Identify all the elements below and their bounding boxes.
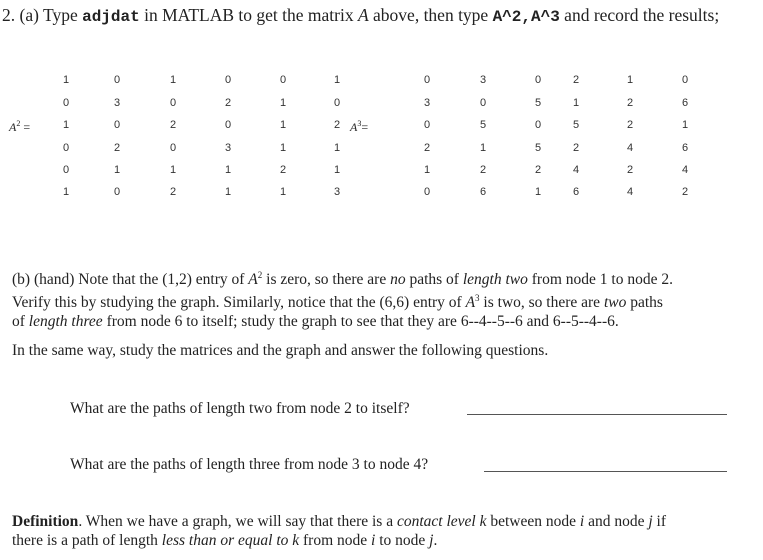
- matrix-cell: 0: [113, 186, 121, 198]
- emph: two: [603, 294, 627, 312]
- question-heading: [2, 5, 719, 26]
- matrix-cell: 0: [681, 74, 689, 86]
- heading-text: in MATLAB to get the matrix: [139, 5, 358, 25]
- matrix-cell: 1: [333, 164, 341, 176]
- matrix-cell: 1: [626, 74, 634, 86]
- matrix-cell: 5: [534, 97, 542, 109]
- matrix-cell: 2: [224, 97, 232, 109]
- matrix-cell: 1: [169, 74, 177, 86]
- text: there is a path of length: [12, 532, 162, 549]
- text: from node: [299, 532, 372, 549]
- text: is two, so there are: [479, 294, 604, 312]
- question-2: What are the paths of length three from node 3 to node 4?: [70, 456, 429, 473]
- emph: contact level k: [396, 513, 487, 530]
- matrix-cell: 1: [534, 186, 542, 198]
- matrix-cell: 2: [113, 142, 121, 154]
- instruction-text: In the same way, study the matrices and the graph and answer the following questions.: [12, 342, 549, 359]
- part-b-line-1: [12, 266, 752, 289]
- matrix-cell: 0: [62, 142, 70, 154]
- matrix-cell: 4: [572, 164, 580, 176]
- matrix-cell: 2: [681, 186, 689, 198]
- matrix-cell: 5: [479, 119, 487, 131]
- matrix-cell: 0: [113, 119, 121, 131]
- matrix-cell: 0: [169, 142, 177, 154]
- definition-label: Definition: [12, 513, 79, 530]
- emph: no: [390, 271, 406, 289]
- definition-paragraph: [12, 512, 752, 550]
- code-powers: A^2,A^3: [492, 8, 560, 26]
- matrix-cell: 0: [534, 74, 542, 86]
- a3-label-var: A: [350, 120, 358, 134]
- matrix-cell: 2: [534, 164, 542, 176]
- matrix-cell: 2: [333, 119, 341, 131]
- math-var: A: [465, 294, 476, 312]
- math-var: j: [429, 532, 434, 549]
- matrix-cell: 0: [169, 97, 177, 109]
- text: if: [652, 513, 666, 530]
- matrix-cell: 1: [62, 119, 70, 131]
- matrix-cell: 5: [572, 119, 580, 131]
- definition-line-2: [12, 531, 752, 550]
- matrix-cell: 0: [62, 97, 70, 109]
- matrix-cell: 2: [626, 97, 634, 109]
- matrix-cell: 0: [479, 97, 487, 109]
- answer-blank-1[interactable]: [467, 414, 727, 415]
- matrix-cell: 2: [169, 119, 177, 131]
- text: paths: [626, 294, 663, 312]
- matrix-cell: 2: [572, 74, 580, 86]
- matrix-cell: 1: [333, 142, 341, 154]
- matrix-cell: 1: [279, 97, 287, 109]
- matrix-cell: 1: [333, 74, 341, 86]
- math-sup: 2: [257, 270, 263, 280]
- part-b-paragraph: [12, 266, 752, 331]
- emph: length three: [28, 313, 103, 331]
- matrix-cell: 0: [279, 74, 287, 86]
- a3-label: [350, 119, 368, 135]
- matrix-cell: 4: [681, 164, 689, 176]
- matrix-cell: 1: [279, 142, 287, 154]
- matrix-cell: 2: [626, 164, 634, 176]
- text: Verify this by studying the graph. Similarly, notice that the (6,6) entry of: [12, 294, 466, 312]
- matrix-cell: 0: [113, 74, 121, 86]
- matrix-cell: 3: [333, 186, 341, 198]
- matrix-cell: 0: [333, 97, 341, 109]
- text: paths of: [405, 271, 463, 289]
- matrix-cell: 3: [423, 97, 431, 109]
- text: is zero, so there are: [262, 271, 391, 289]
- matrix-cell: 4: [626, 186, 634, 198]
- matrix-cell: 2: [626, 119, 634, 131]
- matrix-cell: 0: [224, 119, 232, 131]
- matrix-cell: 1: [62, 74, 70, 86]
- matrix-cell: 1: [279, 186, 287, 198]
- matrix-cell: 1: [279, 119, 287, 131]
- math-sup: 3: [475, 293, 480, 304]
- matrix-variable: A: [357, 5, 369, 25]
- matrix-cell: 0: [423, 119, 431, 131]
- heading-text: and record the results;: [559, 5, 720, 25]
- matrix-cell: 0: [224, 74, 232, 86]
- matrix-cell: 1: [681, 119, 689, 131]
- code-adjdat: adjdat: [82, 8, 140, 26]
- a2-label-eq: =: [20, 120, 31, 134]
- matrix-cell: 0: [534, 119, 542, 131]
- matrix-cell: 1: [479, 142, 487, 154]
- matrix-cell: 6: [572, 186, 580, 198]
- math-var: A: [248, 271, 258, 289]
- matrix-cell: 6: [681, 142, 689, 154]
- matrix-cell: 1: [423, 164, 431, 176]
- definition-line-1: [12, 512, 752, 531]
- question-1: What are the paths of length two from node 2 to itself?: [70, 400, 410, 417]
- matrix-cell: 3: [113, 97, 121, 109]
- text: (b) (hand) Note that the (1,2) entry of: [12, 271, 249, 289]
- matrix-cell: 2: [479, 164, 487, 176]
- part-b-line-2: [12, 289, 752, 312]
- text: .: [433, 532, 438, 549]
- part-b-line-3: [12, 312, 752, 331]
- a2-label: [9, 119, 30, 135]
- a2-label-var: A: [9, 120, 17, 134]
- text: from node 1 to node 2.: [527, 271, 673, 289]
- text: of: [12, 313, 29, 331]
- matrix-cell: 1: [113, 164, 121, 176]
- emph: less than or equal to k: [161, 532, 300, 549]
- matrix-cell: 1: [62, 186, 70, 198]
- text: and node: [584, 513, 649, 530]
- math-var: i: [579, 513, 585, 530]
- text: to node: [375, 532, 430, 549]
- matrix-cell: 0: [423, 74, 431, 86]
- matrix-cell: 0: [62, 164, 70, 176]
- emph: length two: [462, 271, 528, 289]
- a3-label-eq: =: [361, 120, 369, 134]
- heading-text: 2. (a) Type: [2, 5, 83, 25]
- matrix-cell: 2: [169, 186, 177, 198]
- matrix-cell: 6: [681, 97, 689, 109]
- matrix-cell: 0: [423, 186, 431, 198]
- text: from node 6 to itself; study the graph to see that they are 6--4--5--6 and 6--5--4--6.: [102, 313, 619, 331]
- matrix-cell: 2: [279, 164, 287, 176]
- a3-label-exp: 3: [357, 119, 362, 128]
- matrix-cell: 3: [479, 74, 487, 86]
- matrix-cell: 2: [423, 142, 431, 154]
- math-var: i: [371, 532, 376, 549]
- matrix-cell: 1: [224, 164, 232, 176]
- matrix-cell: 1: [169, 164, 177, 176]
- matrix-cell: 1: [224, 186, 232, 198]
- matrix-cell: 3: [224, 142, 232, 154]
- matrix-cell: 6: [479, 186, 487, 198]
- text: between node: [486, 513, 580, 530]
- matrix-cell: 2: [572, 142, 580, 154]
- math-var: j: [648, 513, 653, 530]
- heading-text: above, then type: [368, 5, 493, 25]
- a2-label-exp: 2: [16, 119, 21, 128]
- matrix-cell: 5: [534, 142, 542, 154]
- matrix-cell: 1: [572, 97, 580, 109]
- matrix-cell: 4: [626, 142, 634, 154]
- text: . When we have a graph, we will say that there is a: [78, 513, 397, 530]
- answer-blank-2[interactable]: [484, 471, 727, 472]
